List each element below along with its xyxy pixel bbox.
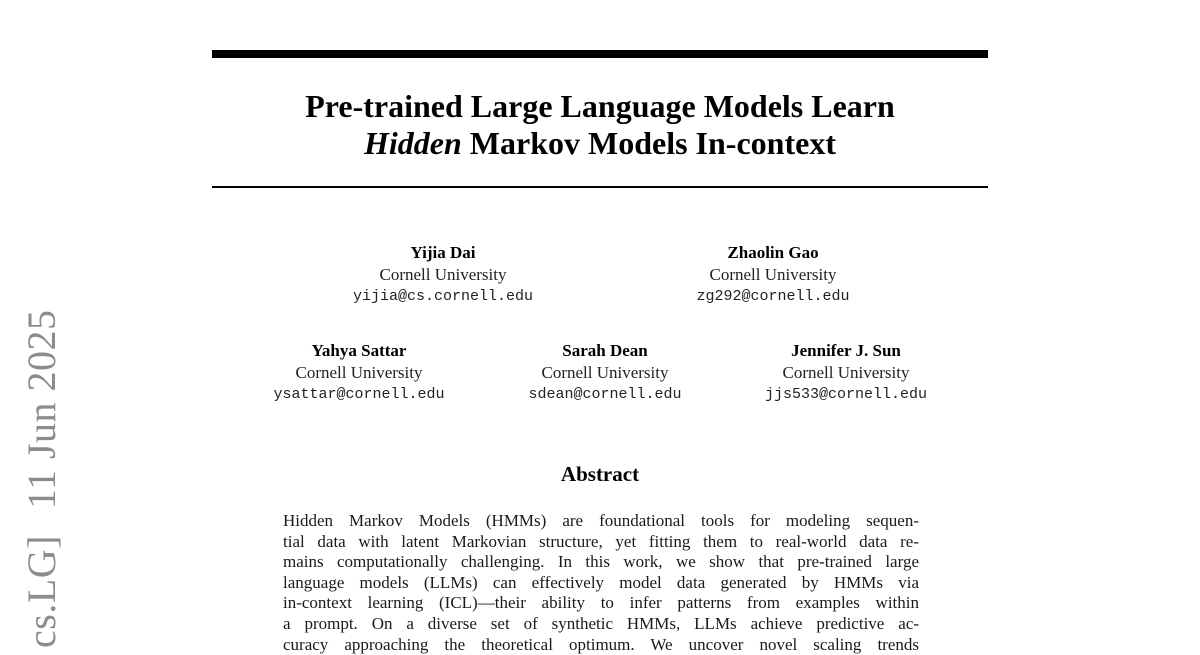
author-block <box>726 340 966 406</box>
abstract-line: tial data with latent Markovian structure, yet fitting them to real-world data re- <box>283 531 919 551</box>
arxiv-date: 11 Jun 2025 <box>19 309 64 510</box>
abstract-line: curacy approaching the theoretical optimum. We uncover novel scaling trends <box>283 634 919 654</box>
paper-title <box>212 88 988 162</box>
author-affiliation: Cornell University <box>782 363 910 382</box>
author-block <box>648 242 898 308</box>
title-line-2-rest: Markov Models In-context <box>461 125 836 161</box>
author-affiliation: Cornell University <box>379 265 507 284</box>
author-affiliation: Cornell University <box>709 265 837 284</box>
author-block <box>318 242 568 308</box>
title-top-rule <box>212 50 988 58</box>
title-bottom-rule <box>212 186 988 188</box>
abstract-line: Hidden Markov Models (HMMs) are foundational tools for modeling sequen- <box>283 511 919 530</box>
title-line-1: Pre-trained Large Language Models Learn <box>305 88 895 124</box>
author-name: Sarah Dean <box>562 341 648 360</box>
title-italic-word: Hidden <box>364 125 462 161</box>
author-name: Jennifer J. Sun <box>791 341 901 360</box>
author-email: sdean@cornell.edu <box>528 386 682 403</box>
author-name: Zhaolin Gao <box>727 243 819 262</box>
author-name: Yijia Dai <box>410 243 476 262</box>
author-block <box>485 340 725 406</box>
author-email: zg292@cornell.edu <box>696 288 850 305</box>
author-email: ysattar@cornell.edu <box>273 386 445 403</box>
arxiv-category: cs.LG] <box>19 535 64 648</box>
abstract-body <box>283 511 919 655</box>
abstract-line: language models (LLMs) can effectively model data generated by HMMs via <box>283 572 919 592</box>
abstract-line: a prompt. On a diverse set of synthetic HMMs, LLMs achieve predictive ac- <box>283 613 919 633</box>
author-email: jjs533@cornell.edu <box>764 386 928 403</box>
abstract-line: in-context learning (ICL)—their ability to infer patterns from examples within <box>283 593 919 613</box>
author-email: yijia@cs.cornell.edu <box>352 288 534 305</box>
abstract-heading: Abstract <box>560 462 640 486</box>
title-line-2 <box>212 125 988 162</box>
arxiv-side-stamp <box>19 309 64 648</box>
author-block <box>239 340 479 406</box>
abstract-line: mains computationally challenging. In this work, we show that pre-trained large <box>283 552 919 572</box>
author-affiliation: Cornell University <box>541 363 669 382</box>
author-affiliation: Cornell University <box>295 363 423 382</box>
author-name: Yahya Sattar <box>311 341 407 360</box>
